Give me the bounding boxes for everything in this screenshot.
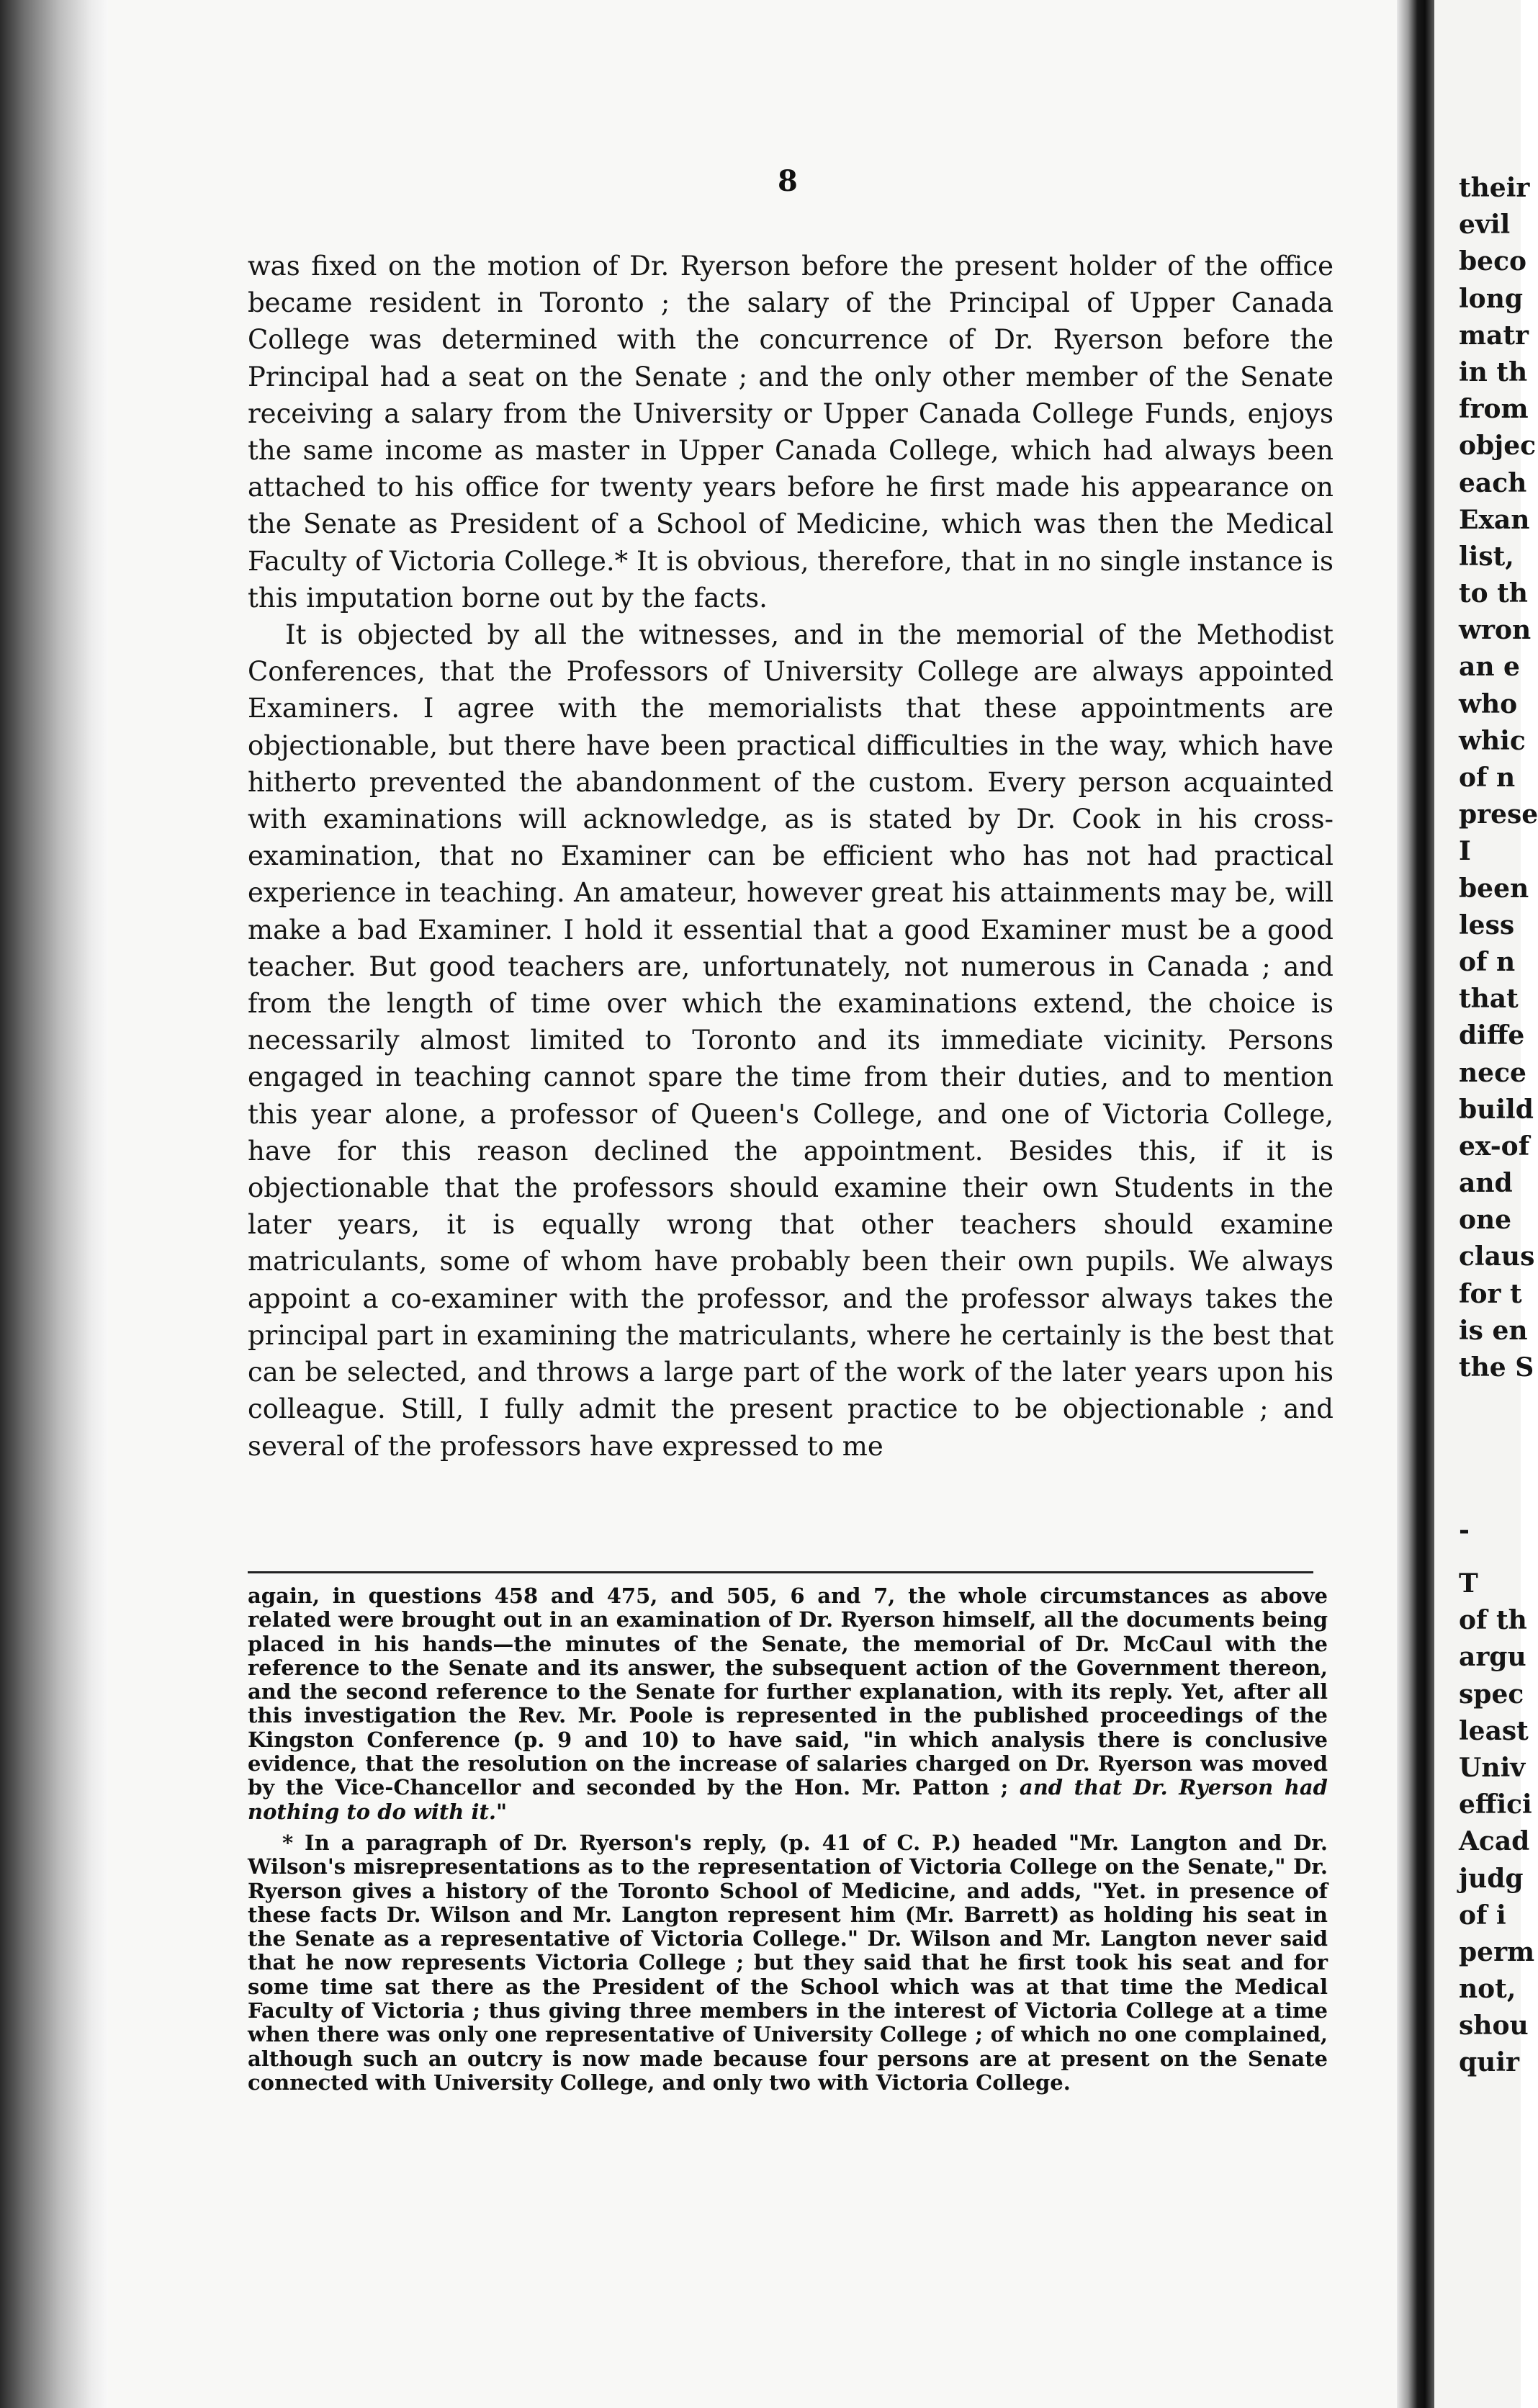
facing-page-fragment: evil [1459,210,1511,241]
facing-page-fragment: of n [1459,946,1516,977]
facing-page-fragment: the S [1459,1352,1534,1383]
facing-page-fragment: long [1459,283,1524,314]
facing-page-fragment: perm [1459,1936,1535,1967]
facing-page-fragment: judg [1459,1863,1524,1894]
facing-page-fragment: is en [1459,1315,1528,1346]
facing-page-fragment: been [1459,873,1529,904]
footnote-star: * In a paragraph of Dr. Ryerson's reply, (p. 41 of C. P.) headed "Mr. Langton and Dr. Wilson's misrepresentations as to the representation of Victoria College on the Senate," Dr. Ryerson gives a history of the Toronto School of Medicine, and adds, "Yet. in presence of these facts Dr. Wilson and Mr. Langton represent him (Mr. Barrett) as holding his seat in the Senate as a representative of Victoria College." Dr. Wilson and Mr. Langton never said that he now represents Victoria College ; but they said that he first took his seat and for some time sat there as the President of the School which was at that time the Medical Faculty of Victoria ; thus giving three members in the interest of Victoria College at a time when there was only one representative of University College ; of which no one complained, although such an outcry is now made because four persons are at present on the Senate connected with University College, and only two with Victoria College. [248,1830,1328,2095]
binding-shadow [0,0,108,2408]
facing-page-fragment: to th [1459,578,1528,609]
facing-page-fragment: and [1459,1168,1513,1199]
facing-page-fragment: whic [1459,725,1526,756]
facing-page-fragment: prese [1459,799,1538,830]
facing-page-fragment: Acad [1459,1826,1530,1857]
footnote-continued-text: again, in questions 458 and 475, and 505, 6 and 7, the whole circumstances as above related were brought out in an examination of Dr. Ryerson himself, all the documents being placed in his hands—the minutes of the Senate, the memorial of Dr. McCaul with the reference to the Senate and its answer, the subsequent action of the Government thereon, and the second reference to the Senate for further explanation, with its reply. Yet, after all this investigation the Rev. Mr. Poole is represented in the published proceedings of the Kingston Conference (p. 9 and 10) to have said, "in which analysis there is conclusive evidence, that the resolution on the increase of salaries charged on Dr. Ryerson was moved by the Vice-Chancellor and seconded by the Hon. Mr. Patton ; [248,1583,1328,1800]
facing-page-fragment: quir [1459,2047,1519,2078]
facing-page-fragment: Exan [1459,504,1530,535]
footnote-continued-italic: and that Dr. Ryerson had nothing to do with it." [248,1775,1328,1824]
facing-page-fragment: spec [1459,1679,1524,1710]
facing-page-fragment: matr [1459,320,1529,351]
facing-page-fragment: of th [1459,1605,1527,1636]
facing-page-fragments-top [1459,170,1538,1386]
facing-page-mark: - [1459,1515,1470,1545]
book-gutter [1397,0,1434,2408]
facing-page-fragment: ex-of [1459,1131,1530,1162]
facing-page-fragment: I [1459,836,1471,867]
facing-page-fragment: nece [1459,1057,1526,1088]
footnote-continued [248,1584,1328,1824]
facing-page-fragment: who [1459,688,1518,719]
facing-page-fragment: their [1459,173,1530,203]
facing-page-fragment: one [1459,1205,1512,1236]
facing-page-fragment: T [1459,1568,1478,1599]
paragraph-continued: was fixed on the motion of Dr. Ryerson before the present holder of the office became resident in Toronto ; the salary of the Principal of Upper Canada College was determined with the concurrence of Dr. Ryerson before the Principal had a seat on the Senate ; and the only other member of the Senate receiving a salary from the University or Upper Canada College Funds, enjoys the same income as master in Upper Canada College, which had always been attached to his office for twenty years before he first made his appearance on the Senate as President of a School of Medicine, which was then the Medical Faculty of Victoria College.* It is obvious, therefore, that in no single instance is this imputation borne out by the facts. [248,251,1334,614]
footnote-rule [248,1571,1313,1573]
facing-page-fragment: each [1459,467,1527,498]
facing-page-fragment: in th [1459,356,1528,387]
facing-page-fragment: beco [1459,246,1527,277]
facing-page-fragment: claus [1459,1241,1535,1272]
facing-page-fragment: effici [1459,1789,1532,1820]
page-number: 8 [778,164,798,198]
facing-page-fragment: least [1459,1715,1529,1746]
facing-page-fragment: an e [1459,652,1520,683]
facing-page-fragment: of i [1459,1900,1506,1931]
facing-page-fragments-bottom [1459,1565,1534,2082]
facing-page-fragment: diffe [1459,1020,1525,1051]
facing-page-fragment: that [1459,984,1519,1015]
facing-page-fragment: objec [1459,431,1537,462]
facing-page-fragment: not, [1459,1974,1516,2005]
footnotes [248,1584,1328,2102]
facing-page-fragment: less [1459,909,1515,940]
facing-page-fragment: for t [1459,1278,1522,1309]
facing-page-fragment: of n [1459,763,1516,793]
facing-page-fragment: list, [1459,541,1514,572]
facing-page-fragment: build [1459,1094,1534,1125]
facing-page-fragment: wron [1459,615,1532,646]
paragraph-examiners: It is objected by all the witnesses, and in the memorial of the Methodist Conferences, that the Professors of University College are always appointed Examiners. I agree with the memorialists that these appointments are objectionable, but there have been practical difficulties in the way, which have hitherto prevented the abandonment of the custom. Every person acquainted with examinations will acknowledge, as is stated by Dr. Cook in his cross-examination, that no Examiner can be efficient who has not had practical experience in teaching. An amateur, however great his attainments may be, will make a bad Examiner. I hold it essential that a good Examiner must be a good teacher. But good teachers are, unfortunately, not numerous in Canada ; and from the length of time over which the examinations extend, the choice is necessarily almost limited to Toronto and its immediate vicinity. Persons engaged in teaching cannot spare the time from their duties, and to mention this year alone, a professor of Queen's College, and one of Victoria College, have for this reason declined the appointment. Besides this, if it is objectionable that the professors should examine their own Students in the later years, it is equally wrong that other teachers should examine matriculants, some of whom have probably been their own pupils. We always appoint a co-examiner with the professor, and the professor always takes the principal part in examining the matriculants, where he certainly is the best that can be selected, and throws a large part of the work of the later years upon his colleague. Still, I fully admit the present practice to be objectionable ; and several of the professors have expressed to me [248,619,1334,1462]
main-text-block [248,248,1334,1465]
facing-page-fragment: Univ [1459,1752,1526,1783]
facing-page-fragment: from [1459,394,1529,425]
facing-page-fragment: shou [1459,2011,1529,2041]
facing-page-fragment: argu [1459,1642,1526,1673]
